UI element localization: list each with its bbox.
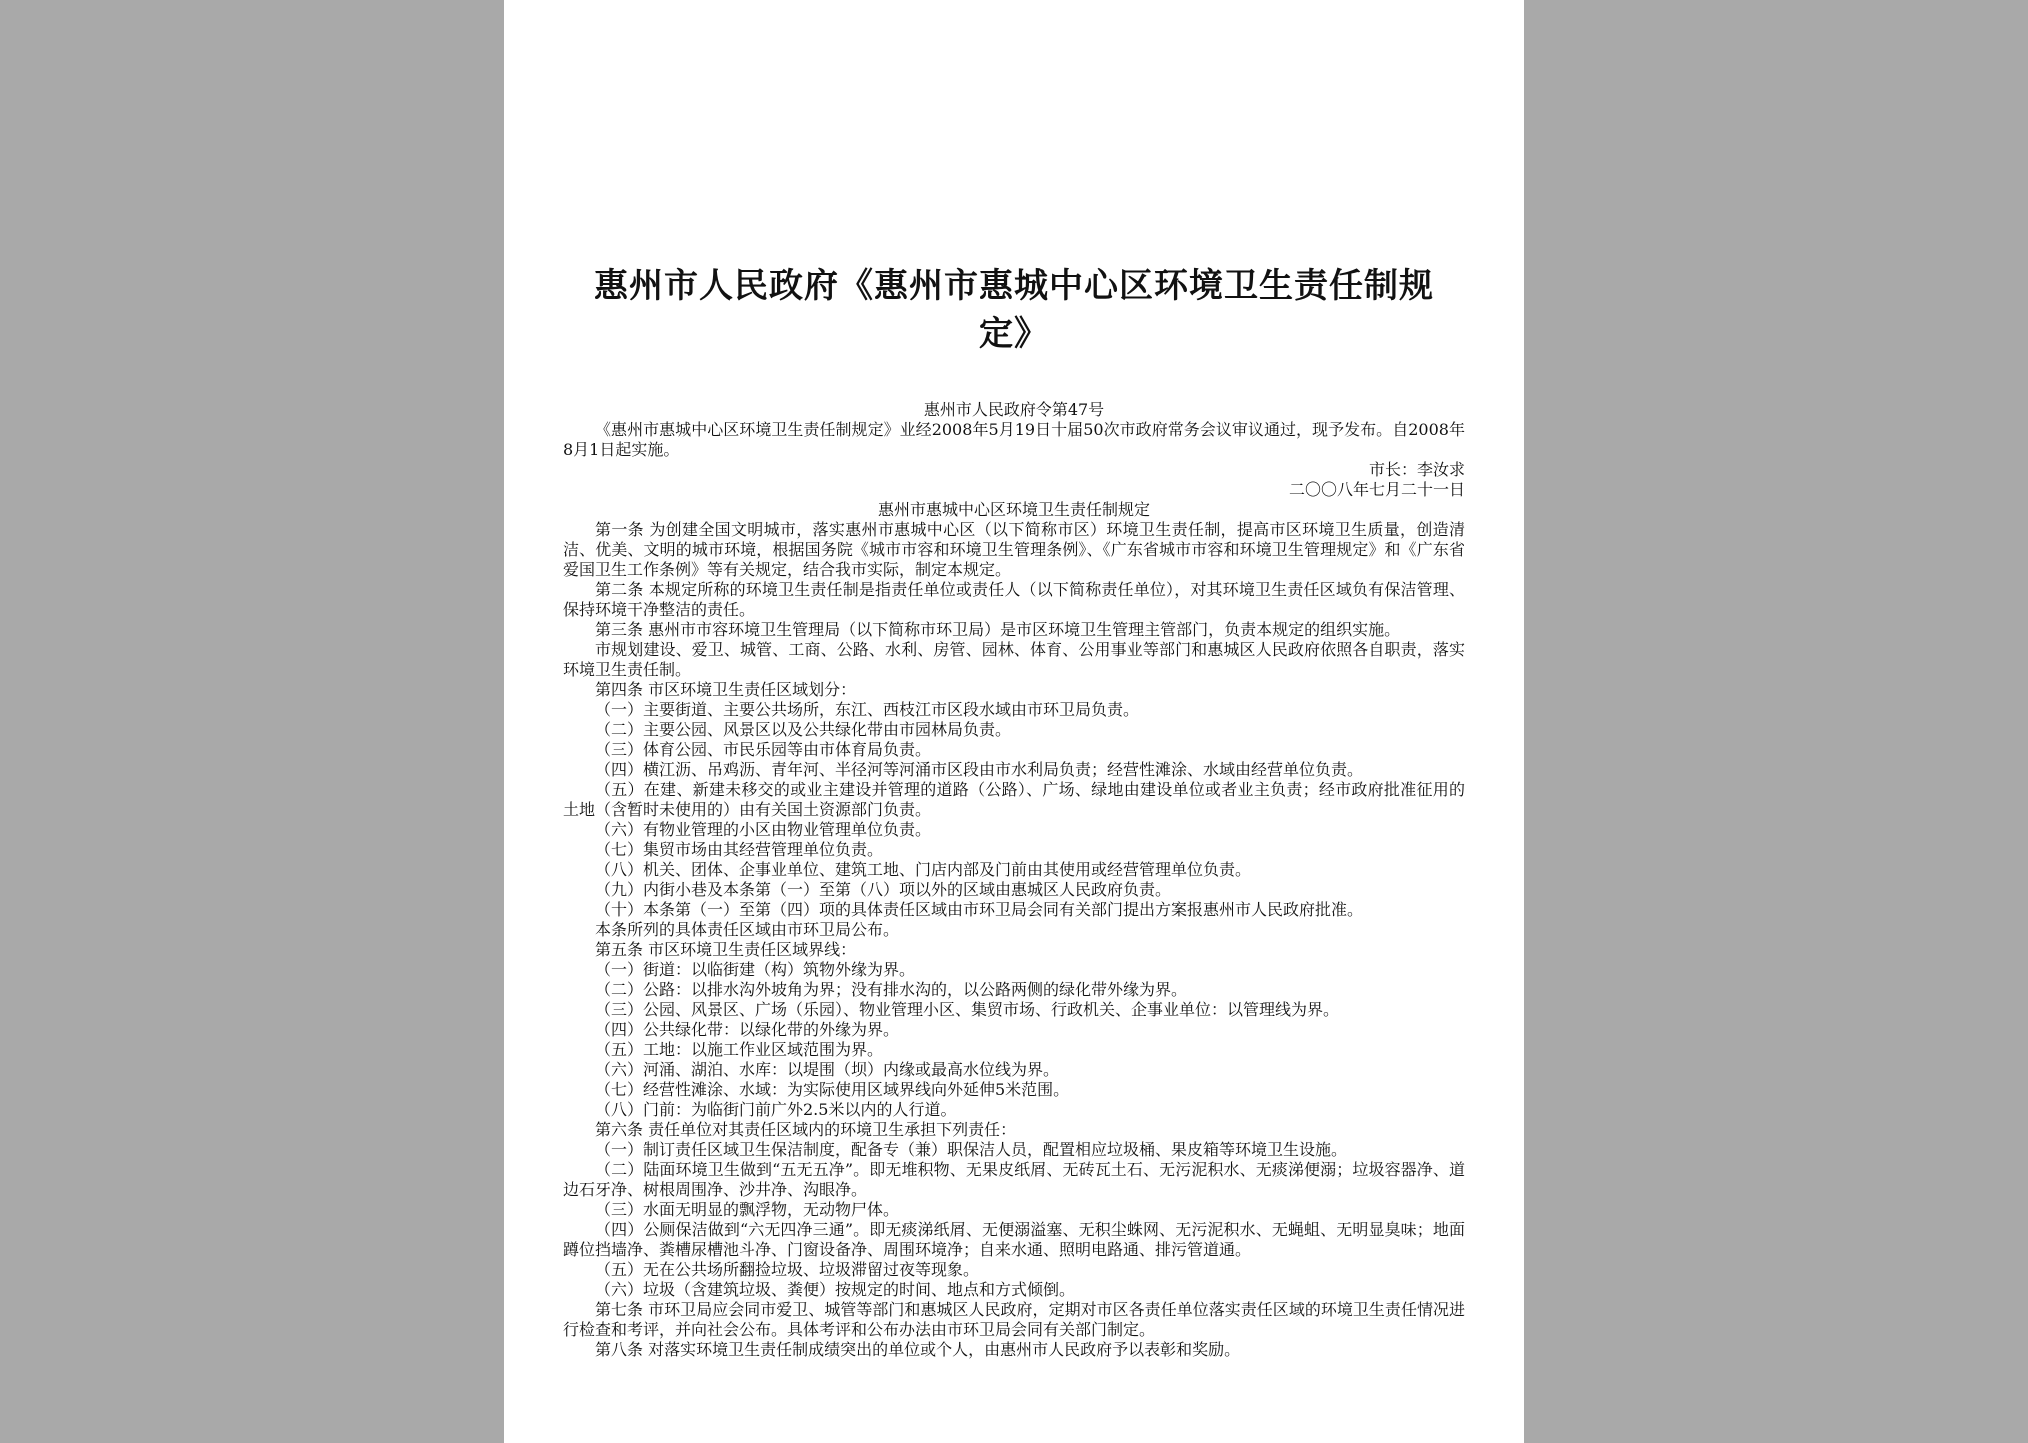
article-paragraph: 第四条 市区环境卫生责任区域划分： [595,680,857,699]
article-paragraph: （一）街道：以临街建（构）筑物外缘为界。 [595,960,916,979]
article-paragraph: （六）河涌、湖泊、水库：以堤围（坝）内缘或最高水位线为界。 [595,1060,1060,1079]
article-paragraph: 第六条 责任单位对其责任区域内的环境卫生承担下列责任： [595,1120,1017,1139]
article-paragraph: （四）横江沥、吊鸡沥、青年河、半径河等河涌市区段由市水利局负责；经营性滩涂、水域由经营单位负责。 [595,760,1364,779]
article-paragraph: （七）经营性滩涂、水域：为实际使用区域界线向外延伸5米范围。 [595,1080,1070,1099]
preamble-paragraph: 《惠州市惠城中心区环境卫生责任制规定》业经2008年5月19日十届50次市政府常务会议审议通过，现予发布。自2008年8月1日起实施。 [563,420,1465,459]
article-paragraph: （六）垃圾（含建筑垃圾、粪便）按规定的时间、地点和方式倾倒。 [595,1280,1076,1299]
article-paragraph: （四）公厕保洁做到“六无四净三通”。即无痰涕纸屑、无便溺溢塞、无积尘蛛网、无污泥积水、无蝇蛆、无明显臭味；地面蹲位挡墙净、粪槽尿槽池斗净、门窗设备净、周围环境净；自来水通、照明电路通、排污管道通。 [563,1220,1465,1259]
article-paragraph: （四）公共绿化带：以绿化带的外缘为界。 [595,1020,900,1039]
article-paragraph: （六）有物业管理的小区由物业管理单位负责。 [595,820,932,839]
article-paragraph: （三）公园、风景区、广场（乐园）、物业管理小区、集贸市场、行政机关、企事业单位：以管理线为界。 [595,1000,1340,1019]
article-paragraph: 本条所列的具体责任区域由市环卫局公布。 [595,920,900,939]
document-body [563,400,1465,1360]
article-paragraph: （十）本条第（一）至第（四）项的具体责任区域由市环卫局会同有关部门提出方案报惠州市人民政府批准。 [595,900,1364,919]
article-paragraph: （一）制订责任区域卫生保洁制度，配备专（兼）职保洁人员，配置相应垃圾桶、果皮箱等环境卫生设施。 [595,1140,1348,1159]
article-paragraph: （三）体育公园、市民乐园等由市体育局负责。 [595,740,932,759]
document-title: 惠州市人民政府《惠州市惠城中心区环境卫生责任制规定》 [594,266,1434,354]
date-line: 二〇〇八年七月二十一日 [1288,480,1465,499]
article-paragraph: （八）门前：为临街门前广外2.5米以内的人行道。 [595,1100,957,1119]
article-paragraph: 第一条 为创建全国文明城市，落实惠州市惠城中心区（以下简称市区）环境卫生责任制，提高市区环境卫生质量，创造清洁、优美、文明的城市环境，根据国务院《城市市容和环境卫生管理条例》、《广东省城市市容和环境卫生管理规定》和《广东省爱国卫生工作条例》等有关规定，结合我市实际，制定本规定。 [563,520,1465,579]
article-paragraph: （五）在建、新建未移交的或业主建设并管理的道路（公路）、广场、绿地由建设单位或者业主负责；经市政府批准征用的土地（含暂时未使用的）由有关国土资源部门负责。 [563,780,1465,819]
article-paragraph: （五）无在公共场所翻捡垃圾、垃圾滞留过夜等现象。 [595,1260,980,1279]
article-paragraph: 第五条 市区环境卫生责任区域界线： [595,940,857,959]
article-paragraph: （三）水面无明显的飘浮物，无动物尸体。 [595,1200,900,1219]
article-paragraph: （五）工地：以施工作业区域范围为界。 [595,1040,884,1059]
article-paragraph: 第二条 本规定所称的环境卫生责任制是指责任单位或责任人（以下简称责任单位），对其环境卫生责任区域负有保洁管理、保持环境干净整洁的责任。 [563,580,1465,619]
signature-line: 市长：李汝求 [1368,460,1465,479]
order-number: 惠州市人民政府令第47号 [923,400,1105,419]
article-paragraph: （二）主要公园、风景区以及公共绿化带由市园林局负责。 [595,720,1012,739]
document-page [504,0,1524,1443]
regulation-title: 惠州市惠城中心区环境卫生责任制规定 [877,500,1150,519]
article-paragraph: 第八条 对落实环境卫生责任制成绩突出的单位或个人，由惠州市人民政府予以表彰和奖励。 [595,1340,1241,1359]
article-paragraph: （二）陆面环境卫生做到“五无五净”。即无堆积物、无果皮纸屑、无砖瓦土石、无污泥积水、无痰涕便溺；垃圾容器净、道边石牙净、树根周围净、沙井净、沟眼净。 [563,1160,1465,1199]
article-paragraph: （二）公路：以排水沟外坡角为界；没有排水沟的，以公路两侧的绿化带外缘为界。 [595,980,1188,999]
article-paragraph: 市规划建设、爱卫、城管、工商、公路、水利、房管、园林、体育、公用事业等部门和惠城区人民政府依照各自职责，落实环境卫生责任制。 [563,640,1465,679]
article-paragraph: （一）主要街道、主要公共场所，东江、西枝江市区段水域由市环卫局负责。 [595,700,1140,719]
article-paragraph: （九）内街小巷及本条第（一）至第（八）项以外的区域由惠城区人民政府负责。 [595,880,1172,899]
article-paragraph: （七）集贸市场由其经营管理单位负责。 [595,840,884,859]
article-paragraph: （八）机关、团体、企事业单位、建筑工地、门店内部及门前由其使用或经营管理单位负责。 [595,860,1252,879]
article-paragraph: 第三条 惠州市市容环境卫生管理局（以下简称市环卫局）是市区环境卫生管理主管部门，负责本规定的组织实施。 [595,620,1401,639]
article-paragraph: 第七条 市环卫局应会同市爱卫、城管等部门和惠城区人民政府，定期对市区各责任单位落实责任区域的环境卫生责任情况进行检查和考评，并向社会公布。具体考评和公布办法由市环卫局会同有关部门制定。 [563,1300,1465,1339]
